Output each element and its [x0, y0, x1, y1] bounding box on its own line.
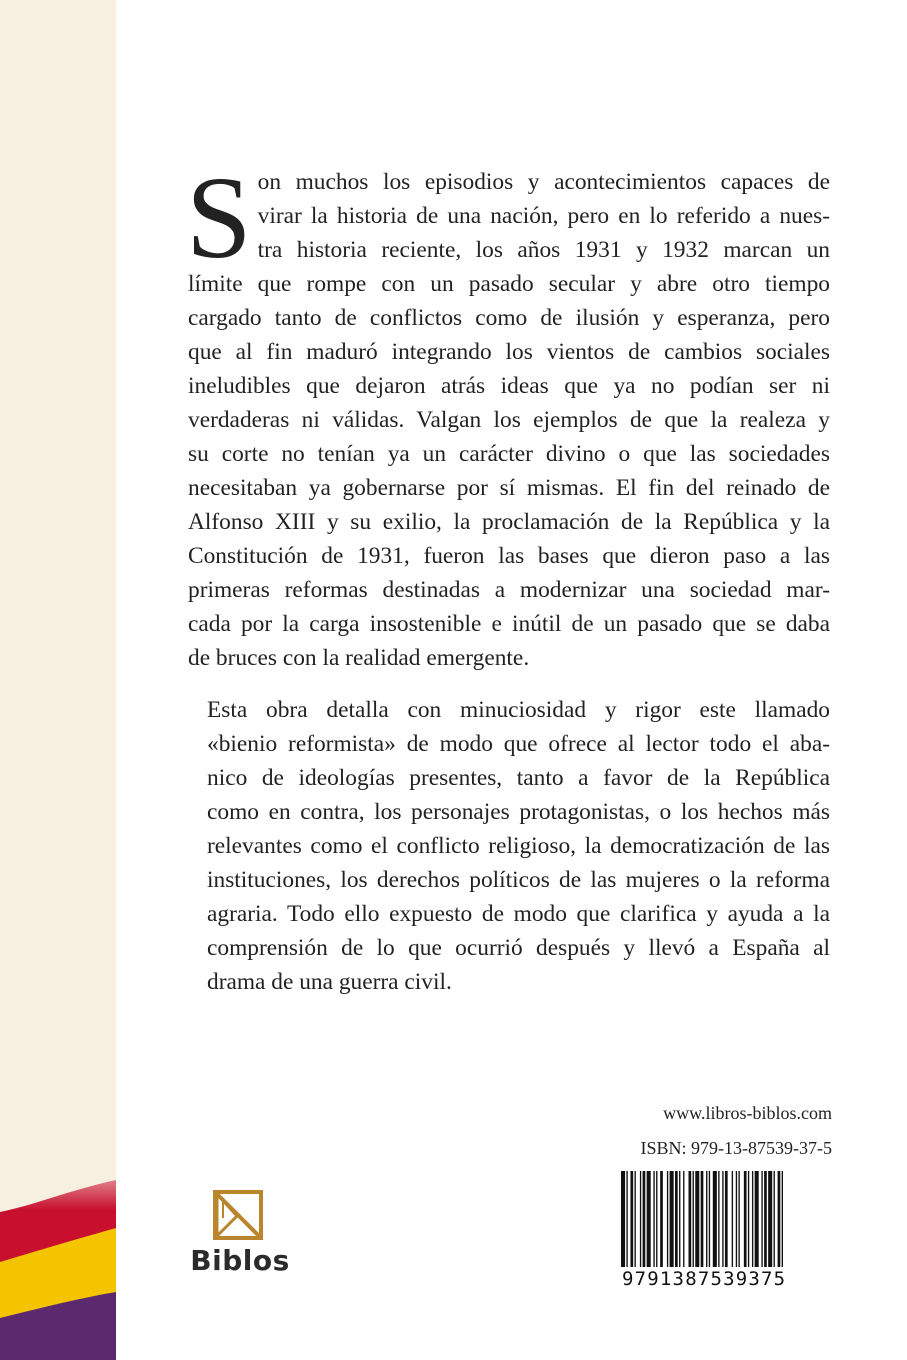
book-emblem-icon: [209, 1188, 271, 1248]
barcode-bar: [689, 1171, 692, 1267]
blurb-line: comprensión de lo que ocurrió después y llevó a España al: [207, 935, 830, 961]
barcode-bar: [667, 1171, 668, 1267]
barcode-bar: [647, 1171, 651, 1267]
blurb-line: relevantes como el conflicto religioso, la democratización de las: [207, 833, 830, 859]
blurb-line: como en contra, los personajes protagonistas, o los hechos más: [207, 799, 830, 825]
blurb-line: su corte no tenían ya un carácter divino o que las sociedades: [188, 441, 830, 467]
barcode-bar: [738, 1171, 739, 1267]
barcode-bar: [621, 1171, 625, 1267]
blurb-line: Alfonso XIII y su exilio, la proclamación de la República y la: [188, 509, 830, 535]
barcode-bar: [653, 1171, 654, 1267]
blurb-line: Esta obra detalla con minuciosidad y rigor este llamado: [207, 697, 830, 723]
barcode-bar: [626, 1171, 627, 1267]
isbn-number: ISBN: 979-13-87539-37-5: [640, 1138, 832, 1158]
blurb-line: instituciones, los derechos políticos de las mujeres o la reforma: [207, 867, 830, 893]
barcode-bar: [630, 1171, 633, 1267]
barcode-bar: [764, 1171, 767, 1267]
blurb-line: de bruces con la realidad emergente.: [188, 645, 530, 671]
barcode-bar: [748, 1171, 749, 1267]
barcode-bar: [774, 1171, 775, 1267]
blurb-line: límite que rompe con un pasado secular y abre otro tiempo: [188, 271, 830, 297]
republican-flag-graphic: [0, 0, 116, 1360]
barcode-bar: [679, 1171, 680, 1267]
blurb-line: que al fin maduró integrando los vientos de cambios sociales: [188, 339, 830, 365]
blurb-line: cargado tanto de conflictos como de ilusión y esperanza, pero: [188, 305, 830, 331]
blurb-line: primeras reformas destinadas a modernizar una sociedad mar-: [188, 577, 830, 603]
barcode-bar: [643, 1171, 646, 1267]
barcode-bar: [782, 1171, 783, 1267]
barcode-bar: [732, 1171, 733, 1267]
barcode-bar: [718, 1171, 719, 1267]
blurb-line: nico de ideologías presentes, tanto a favor de la República: [207, 765, 830, 791]
blurb-paragraph-2: [188, 693, 830, 999]
barcode-digits: 9791387539375: [618, 1268, 832, 1290]
barcode-bar: [778, 1171, 781, 1267]
barcode-bar: [761, 1171, 762, 1267]
blurb-line: tra historia reciente, los años 1931 y 1932 marcan un: [257, 237, 830, 263]
barcode-bar: [683, 1171, 684, 1267]
blurb-line: Constitución de 1931, fueron las bases que dieron paso a las: [188, 543, 830, 569]
barcode-bar: [656, 1171, 657, 1267]
barcode-bar: [752, 1171, 753, 1267]
spine-strip: [0, 0, 116, 1360]
blurb-line: ineludibles que dejaron atrás ideas que ya no podían ser ni: [188, 373, 830, 399]
barcode-bar: [675, 1171, 678, 1267]
barcode-bar: [725, 1171, 728, 1267]
blurb-line: agraria. Todo ello expuesto de modo que clarifica y ayuda a la: [207, 901, 830, 927]
barcode-bar: [722, 1171, 723, 1267]
drop-cap: S: [186, 152, 252, 283]
barcode-bar: [744, 1171, 747, 1267]
blurb-line: drama de una guerra civil.: [207, 969, 452, 995]
blurb-paragraph-1: [186, 152, 830, 675]
publisher-logo: [188, 1188, 298, 1288]
blurb-line: virar la historia de una nación, pero en lo referido a nues-: [257, 203, 830, 229]
blurb-line: verdaderas ni válidas. Valgan los ejemplos de que la realeza y: [188, 407, 830, 433]
barcode-bar: [709, 1171, 710, 1267]
barcode-bar: [635, 1171, 636, 1267]
barcode-bar: [670, 1171, 674, 1267]
barcode-bar: [768, 1171, 772, 1267]
barcode-bar: [713, 1171, 717, 1267]
barcode-bar: [736, 1171, 737, 1267]
barcode-bar: [660, 1171, 663, 1267]
barcode-bar: [695, 1171, 699, 1267]
barcode-bar: [706, 1171, 707, 1267]
blurb-line: cada por la carga insostenible e inútil de un pasado que se daba: [188, 611, 830, 637]
barcode-bar: [693, 1171, 694, 1267]
barcode-bar: [755, 1171, 759, 1267]
publisher-name: Biblos: [190, 1244, 290, 1277]
blurb-line: «bienio reformista» de modo que ofrece al lector todo el aba-: [207, 731, 830, 757]
barcode-bar: [701, 1171, 704, 1267]
blurb-line: necesitaban ya gobernarse por sí mismas. El fin del reinado de: [188, 475, 830, 501]
barcode-bar: [640, 1171, 641, 1267]
blurb-line: on muchos los episodios y acontecimientos capaces de: [257, 169, 830, 195]
back-cover-blurb: [186, 152, 830, 999]
publisher-website: www.libros-biblos.com: [663, 1103, 832, 1123]
